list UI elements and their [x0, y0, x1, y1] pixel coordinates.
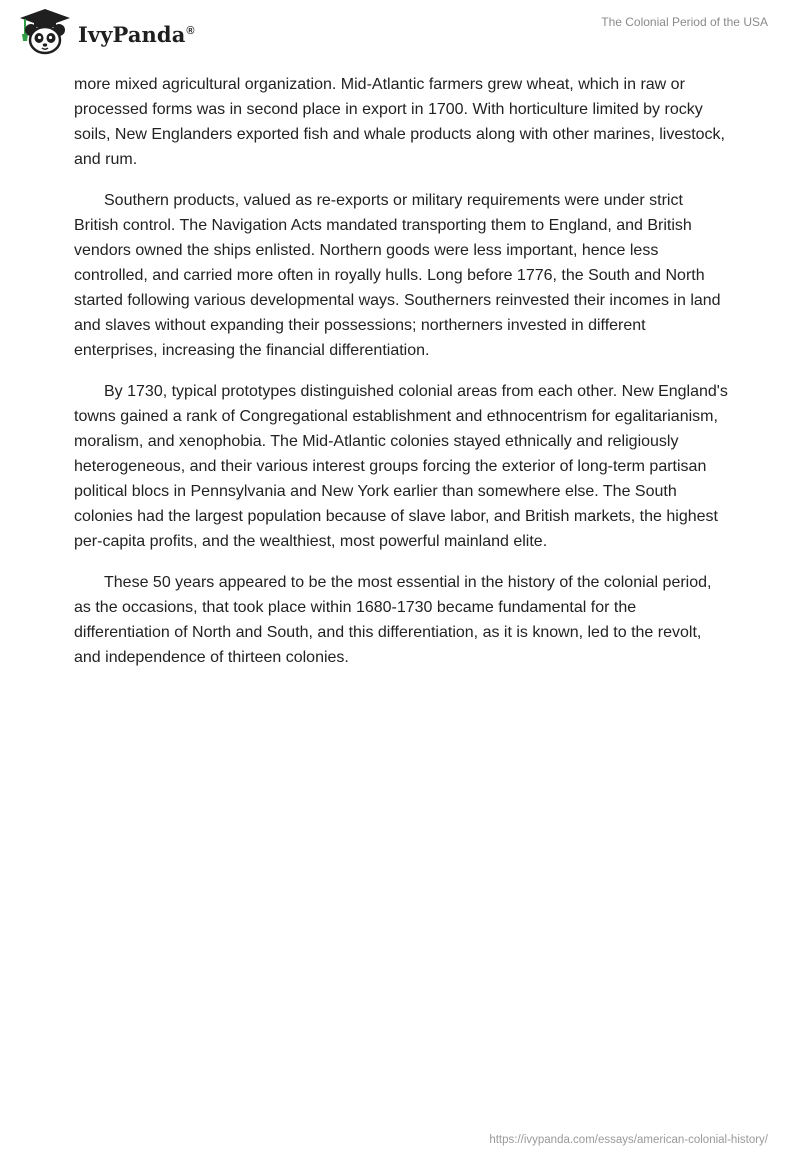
brand-name [78, 22, 195, 47]
panda-graduation-cap-icon [14, 8, 76, 56]
paragraph-4: These 50 years appeared to be the most essential in the history of the colonial period, as the occasions, that took place within 1680-1730 became fundamental for the differentiation of North and South, and this differentiation, as it is known, led to the revolt, and independence of thirteen colonies. [74, 574, 712, 666]
page-header [0, 0, 800, 70]
document-title: The Colonial Period of the USA [601, 15, 768, 29]
source-url-link[interactable]: https://ivypanda.com/essays/american-colonial-history/ [489, 1134, 768, 1146]
brand-name-text: IvyPanda [78, 21, 186, 47]
paragraph-2: Southern products, valued as re-exports or military requirements were under strict British control. The Navigation Acts mandated transporting them to England, and British vendors owned the ships enlisted. Northern goods were less important, hence less controlled, and carried more often in royally hulls. Long before 1776, the South and North started following various developmental ways. Southerners reinvested their incomes in land and slaves without expanding their possessions; northerners invested in different enterprises, increasing the financial differentiation. [74, 192, 721, 359]
ivypanda-logo[interactable] [14, 8, 195, 56]
paragraph-1: more mixed agricultural organization. Mid-Atlantic farmers grew wheat, which in raw or processed forms was in second place in export in 1700. With horticulture limited by rocky soils, New Englanders exported fish and whale products along with other marines, livestock, and rum. [74, 76, 725, 168]
paragraph-3: By 1730, typical prototypes distinguished colonial areas from each other. New England's towns gained a rank of Congregational establishment and ethnocentrism for egalitarianism, moralism, and xenophobia. The Mid-Atlantic colonies stayed ethnically and religiously heterogeneous, and their various interest groups forcing the exterior of long-term partisan political blocs in Pennsylvania and New York earlier than somewhere else. The South colonies had the largest population because of slave labor, and British markets, the highest per-capita profits, and the wealthiest, most powerful mainland elite. [74, 383, 728, 550]
essay-body [74, 72, 730, 686]
registered-mark: ® [186, 24, 195, 37]
